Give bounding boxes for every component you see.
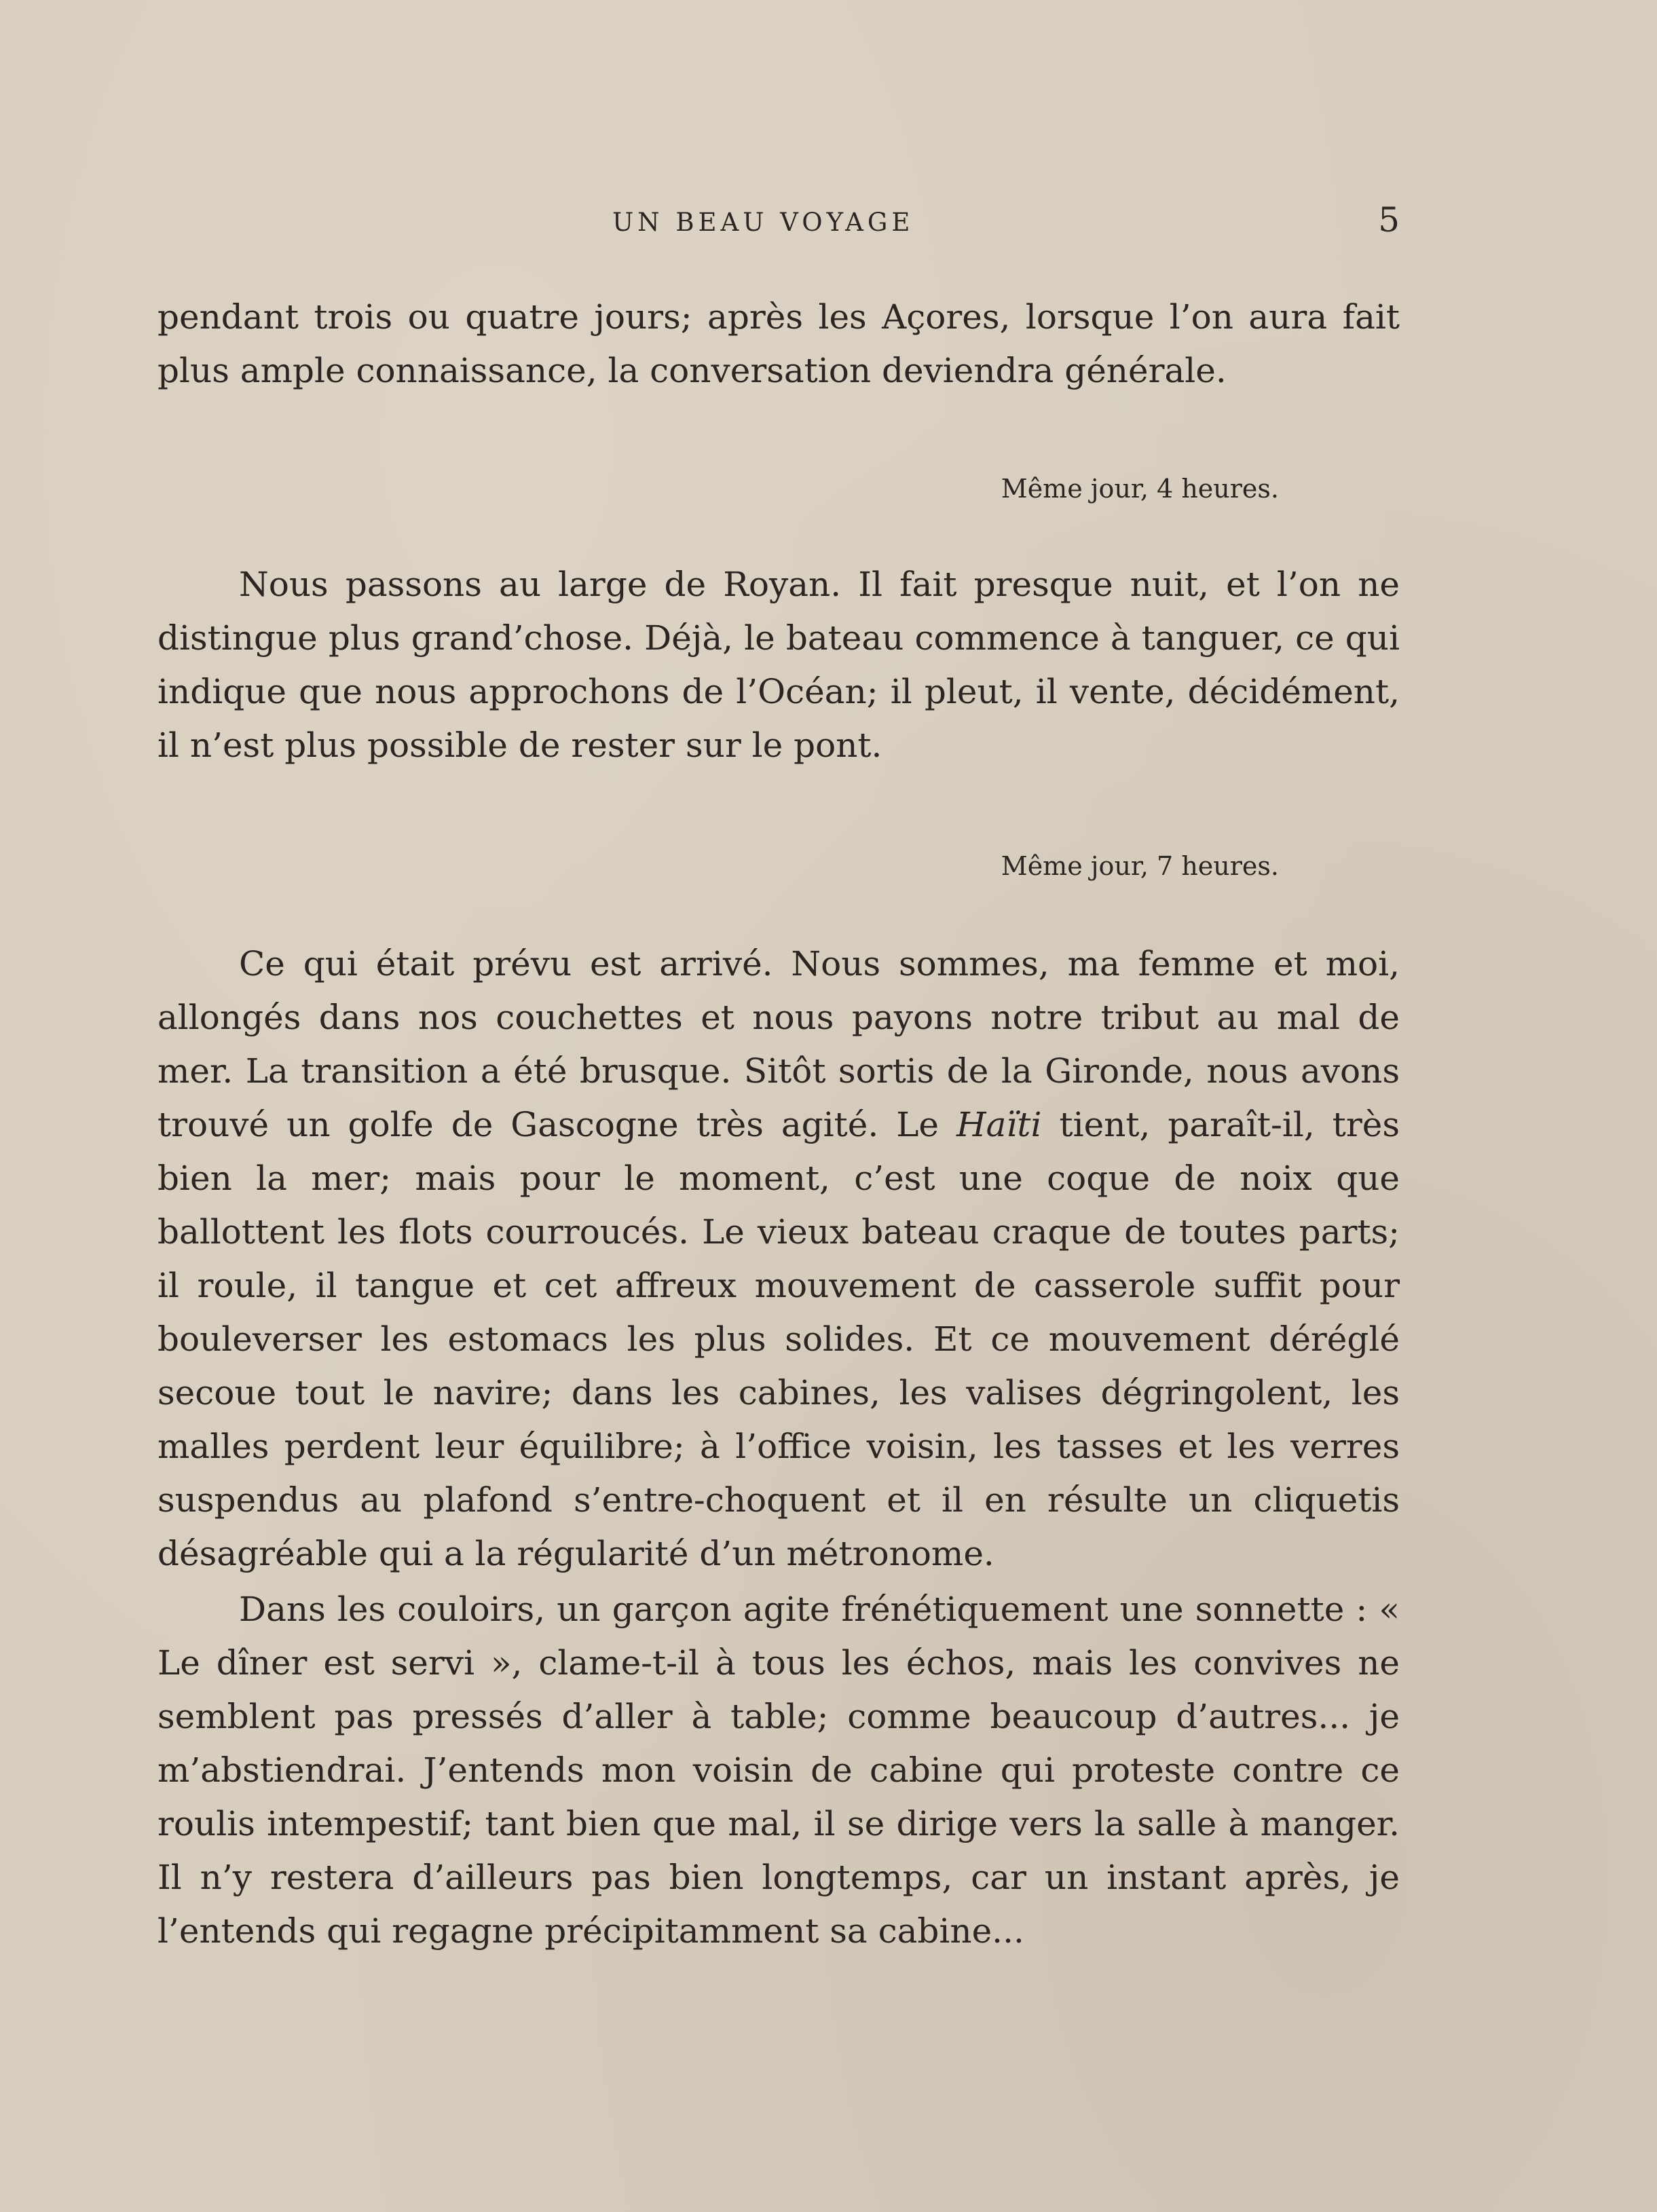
entry1-paragraph (157, 558, 1400, 772)
entry2-text-1-end: tient, paraît-il, très bien la mer; mais pour le moment, c’est une coque de noix que ballottent les flots courroucés. Le vieux bateau craque de toutes parts; il roule, il tangue et cet affreux mouvement de casserole suffit pour bouleverser les estomacs les plus solides. Et ce mouvement déréglé secoue tout le navire; dans les cabines, les valises dégringolent, les malles perdent leur équilibre; à l’office voisin, les tasses et les verres suspendus au plafond s’entre-choquent et il en résulte un cliquetis désagréable qui a la régularité d’un métronome. (157, 1105, 1400, 1573)
entry2-text-2: Dans les couloirs, un garçon agite frénétiquement une sonnette : « Le dîner est servi », clame-t-il à tous les échos, mais les convives ne semblent pas pressés d’aller à table; comme beaucoup d’autres... je m’abstiendrai. J’entends mon voisin de cabine qui proteste contre ce roulis intempestif; tant bien que mal, il se dirige vers la salle à manger. Il n’y restera d’ailleurs pas bien longtemps, car un instant après, je l’entends qui regagne précipitamment sa cabine... (157, 1590, 1400, 1951)
entry2-text-1-start: Ce qui était prévu est arrivé. Nous sommes, ma femme et moi, allongés dans nos couchettes et nous payons notre tribut au mal de mer. La transition a été brusque. Sitôt sortis de la Gironde, nous avons trouvé un golfe de Gascogne très agité. Le (157, 944, 1400, 1144)
running-title: UN BEAU VOYAGE (612, 208, 914, 237)
entry2-paragraph-2 (157, 1583, 1400, 1958)
dateline-4-heures: Même jour, 4 heures. (1001, 474, 1279, 504)
entry2-paragraph-1 (157, 937, 1400, 1581)
continuation-paragraph (157, 290, 1400, 398)
entry1-text: Nous passons au large de Royan. Il fait presque nuit, et l’on ne distingue plus grand’chose. Déjà, le bateau commence à tanguer, ce qui indique que nous approchons de l’Océan; il pleut, il vente, décidément, il n’est plus possible de rester sur le pont. (157, 565, 1400, 765)
dateline-7-heures: Même jour, 7 heures. (1001, 851, 1279, 881)
page-number: 5 (1378, 200, 1400, 240)
continuation-text: pendant trois ou quatre jours; après les Açores, lorsque l’on aura fait plus ample connaissance, la conversation deviendra générale. (157, 297, 1400, 390)
ship-name: Haïti (956, 1105, 1042, 1144)
running-head (157, 202, 1400, 243)
entry2-text-1 (157, 937, 1400, 1581)
